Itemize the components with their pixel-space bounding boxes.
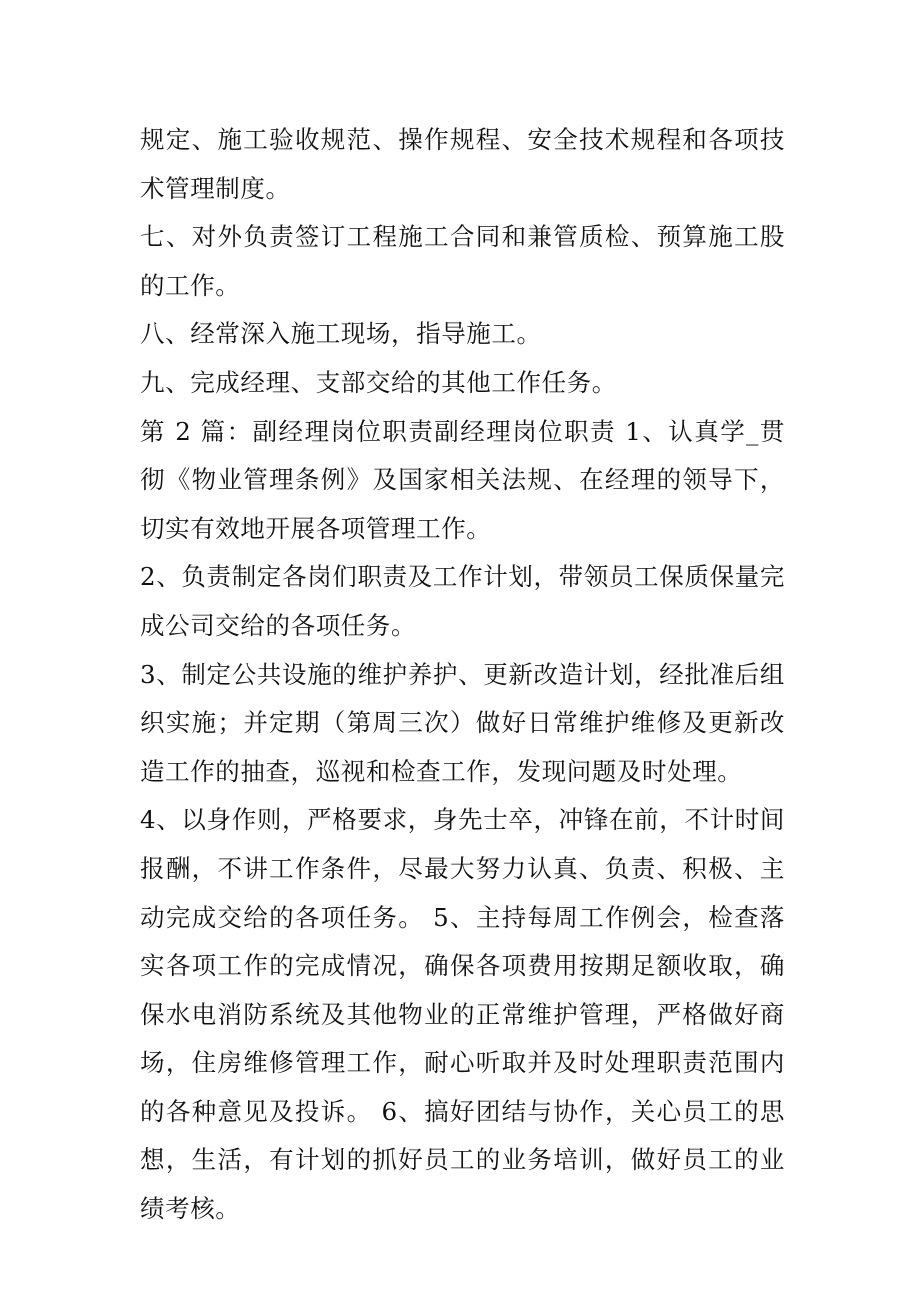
paragraph-duty-2: 2、负责制定各岗们职责及工作计划，带领员工保质保量完成公司交给的各项任务。: [140, 562, 785, 640]
paragraph-duty-3: 3、制定公共设施的维护养护、更新改造计划，经批准后组织实施；并定期（第周三次）做好日常维护维修及更新改造工作的抽查，巡视和检查工作，发现问题及时处理。: [140, 659, 785, 786]
document-body: [140, 116, 785, 1234]
paragraph-duty-4-6: 4、以身作则，严格要求，身先士卒，冲锋在前，不计时间报酬，不讲工作条件，尽最大努力认真、负责、积极、主动完成交给的各项任务。 5、主持每周工作例会，检查落实各项工作的完成情况，确保各项费用按期足额收取，确保水电消防系统及其他物业的正常维护管理，严格做好商场，住房维修管理工作，耐心听取并及时处理职责范围内的各种意见及投诉。 6、搞好团结与协作，关心员工的思想，生活，有计划的抓好员工的业务培训，做好员工的业绩考核。: [140, 805, 785, 1224]
paragraph-item-8: 八、经常深入施工现场，指导施工。: [140, 319, 542, 349]
paragraph-item-7: 七、对外负责签订工程施工合同和兼管质检、预算施工股的工作。: [140, 222, 785, 300]
paragraph-section-2-intro: 第 2 篇：副经理岗位职责副经理岗位职责 1、认真学_贯彻《物业管理条例》及国家相关法规、在经理的领导下，切实有效地开展各项管理工作。: [140, 416, 785, 543]
paragraph-item-9: 九、完成经理、支部交给的其他工作任务。: [140, 367, 617, 397]
paragraph-standards: 规定、施工验收规范、操作规程、安全技术规程和各项技术管理制度。: [140, 125, 785, 203]
